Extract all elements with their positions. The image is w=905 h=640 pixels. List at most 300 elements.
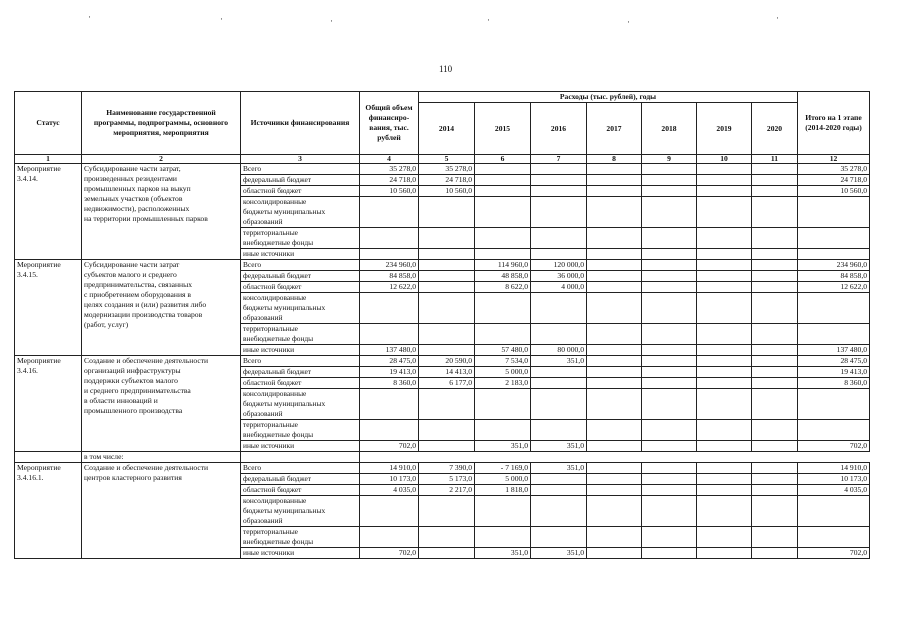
value-cell: 14 413,0: [419, 367, 475, 378]
source-cell: [241, 463, 360, 474]
source-cell: [241, 164, 360, 175]
value-cell: [642, 527, 697, 548]
empty-cell: [241, 452, 360, 463]
value-cell: 35 278,0: [798, 164, 870, 175]
source-cell: [241, 271, 360, 282]
value-cell: [419, 420, 475, 441]
value-cell: [587, 293, 642, 324]
source-cell: [241, 485, 360, 496]
value-cell: 35 278,0: [360, 164, 419, 175]
index-cell: 8: [587, 155, 642, 164]
header-year: 2016: [531, 103, 587, 155]
value-cell: [419, 282, 475, 293]
value-cell: [587, 175, 642, 186]
value-cell: 351,0: [531, 548, 587, 559]
value-cell: [752, 345, 798, 356]
value-cell: 10 560,0: [798, 186, 870, 197]
value-cell: [360, 389, 419, 420]
value-cell: [531, 367, 587, 378]
value-cell: 4 035,0: [798, 485, 870, 496]
value-cell: [419, 527, 475, 548]
value-cell: [798, 496, 870, 527]
value-cell: [475, 293, 531, 324]
value-cell: 24 718,0: [419, 175, 475, 186]
value-cell: [360, 197, 419, 228]
index-cell: 9: [642, 155, 697, 164]
activity-name-cell: [82, 356, 241, 452]
value-cell: [360, 228, 419, 249]
activity-name-line: земельных участков (объектов: [84, 194, 183, 203]
value-cell: [697, 389, 752, 420]
value-cell: [697, 164, 752, 175]
value-cell: [587, 474, 642, 485]
value-cell: [752, 260, 798, 271]
value-cell: 5 000,0: [475, 474, 531, 485]
value-cell: 84 858,0: [360, 271, 419, 282]
value-cell: [587, 164, 642, 175]
value-cell: [587, 282, 642, 293]
value-cell: 8 360,0: [798, 378, 870, 389]
source-cell: [241, 175, 360, 186]
activity-name-line: с приобретением оборудования в: [84, 290, 192, 299]
value-cell: [752, 420, 798, 441]
index-cell: 7: [531, 155, 587, 164]
source-cell: [241, 228, 360, 249]
status-cell: [15, 164, 82, 260]
source-label: внебюджетные фонды: [243, 334, 314, 343]
value-cell: [587, 186, 642, 197]
index-cell: 11: [752, 155, 798, 164]
value-cell: [752, 164, 798, 175]
value-cell: [587, 378, 642, 389]
value-cell: [419, 228, 475, 249]
value-cell: [531, 474, 587, 485]
activity-name-line: Создание и обеспечение деятельности: [84, 356, 209, 365]
source-cell: [241, 324, 360, 345]
value-cell: [360, 420, 419, 441]
value-cell: [752, 367, 798, 378]
index-cell: 2: [82, 155, 241, 164]
activity-name-line: в области инноваций и: [84, 396, 158, 405]
value-cell: [360, 293, 419, 324]
status-code: 3.4.14.: [17, 174, 38, 183]
value-cell: [531, 485, 587, 496]
table-row: [15, 260, 870, 271]
value-cell: [360, 527, 419, 548]
value-cell: [531, 186, 587, 197]
table-row: [15, 356, 870, 367]
header-year: 2015: [475, 103, 531, 155]
source-label: областной бюджет: [243, 282, 302, 291]
value-cell: [642, 260, 697, 271]
value-cell: 2 183,0: [475, 378, 531, 389]
source-label: Всего: [243, 164, 262, 173]
value-cell: 702,0: [798, 441, 870, 452]
value-cell: [697, 463, 752, 474]
value-cell: 24 718,0: [360, 175, 419, 186]
value-cell: [531, 378, 587, 389]
value-cell: 137 480,0: [360, 345, 419, 356]
source-label: федеральный бюджет: [243, 271, 312, 280]
table-body: [15, 155, 870, 559]
value-cell: [531, 197, 587, 228]
value-cell: [642, 474, 697, 485]
activity-name-line: недвижимости), расположенных: [84, 204, 190, 213]
value-cell: 5 000,0: [475, 367, 531, 378]
activity-name-line: (работ, услуг): [84, 320, 129, 329]
value-cell: 8 622,0: [475, 282, 531, 293]
activity-name-line: поддержки субъектов малого: [84, 376, 178, 385]
header-name: Наименование государственной программы, подпрограммы, основного мероприятия, мероприятия: [82, 92, 241, 155]
value-cell: [642, 463, 697, 474]
value-cell: 12 622,0: [360, 282, 419, 293]
value-cell: [587, 420, 642, 441]
table-row: [15, 463, 870, 474]
value-cell: [587, 548, 642, 559]
value-cell: [587, 441, 642, 452]
value-cell: 7 390,0: [419, 463, 475, 474]
value-cell: [697, 260, 752, 271]
value-cell: [419, 271, 475, 282]
page-number: 110: [439, 64, 453, 74]
value-cell: [475, 389, 531, 420]
value-cell: [642, 282, 697, 293]
value-cell: [419, 441, 475, 452]
value-cell: [642, 228, 697, 249]
status-code: 3.4.16.: [17, 366, 38, 375]
index-cell: 5: [419, 155, 475, 164]
source-label: территориальные: [243, 527, 298, 536]
value-cell: [798, 324, 870, 345]
value-cell: [642, 378, 697, 389]
source-cell: [241, 249, 360, 260]
activity-name-cell: [82, 260, 241, 356]
source-cell: [241, 441, 360, 452]
source-cell: [241, 186, 360, 197]
value-cell: [642, 249, 697, 260]
status-cell: [15, 452, 82, 463]
activity-name-line: и среднего предпринимательства: [84, 386, 191, 395]
status-text: Мероприятие: [17, 164, 61, 173]
value-cell: 114 960,0: [475, 260, 531, 271]
source-label: консолидированные: [243, 197, 307, 206]
value-cell: [752, 197, 798, 228]
source-label: федеральный бюджет: [243, 175, 312, 184]
activity-name-line: Субсидирование части затрат: [84, 260, 180, 269]
source-cell: [241, 260, 360, 271]
activity-name-cell: [82, 463, 241, 559]
value-cell: 14 910,0: [360, 463, 419, 474]
value-cell: 28 475,0: [798, 356, 870, 367]
value-cell: [419, 496, 475, 527]
value-cell: [531, 249, 587, 260]
value-cell: 4 000,0: [531, 282, 587, 293]
value-cell: [587, 356, 642, 367]
value-cell: 8 360,0: [360, 378, 419, 389]
value-cell: 57 480,0: [475, 345, 531, 356]
value-cell: 10 560,0: [360, 186, 419, 197]
value-cell: [697, 282, 752, 293]
source-label: иные источники: [243, 441, 295, 450]
value-cell: [697, 228, 752, 249]
value-cell: 20 590,0: [419, 356, 475, 367]
empty-cell: [419, 452, 475, 463]
status-cell: [15, 463, 82, 559]
value-cell: [587, 228, 642, 249]
including-row: [15, 452, 870, 463]
value-cell: 80 000,0: [531, 345, 587, 356]
status-code: 3.4.15.: [17, 270, 38, 279]
activity-name-line: центров кластерного развития: [84, 473, 182, 482]
value-cell: [531, 324, 587, 345]
source-cell: [241, 496, 360, 527]
value-cell: [642, 324, 697, 345]
value-cell: [419, 389, 475, 420]
activity-name-line: произведенных резидентами: [84, 174, 177, 183]
value-cell: 351,0: [531, 463, 587, 474]
value-cell: [419, 345, 475, 356]
source-cell: [241, 527, 360, 548]
source-label: консолидированные: [243, 496, 307, 505]
value-cell: [642, 186, 697, 197]
value-cell: 35 278,0: [419, 164, 475, 175]
source-cell: [241, 420, 360, 441]
value-cell: [798, 293, 870, 324]
column-index-row: [15, 155, 870, 164]
value-cell: [642, 485, 697, 496]
source-label: Всего: [243, 463, 262, 472]
value-cell: [752, 175, 798, 186]
index-cell: 12: [798, 155, 870, 164]
empty-cell: [531, 452, 587, 463]
empty-cell: [752, 452, 798, 463]
value-cell: 24 718,0: [798, 175, 870, 186]
value-cell: [642, 356, 697, 367]
header-total: Общий объем финансиро-вания, тыс. рублей: [360, 92, 419, 155]
value-cell: 120 000,0: [531, 260, 587, 271]
value-cell: [587, 260, 642, 271]
value-cell: [587, 463, 642, 474]
value-cell: [752, 474, 798, 485]
source-cell: [241, 367, 360, 378]
value-cell: 7 534,0: [475, 356, 531, 367]
value-cell: [697, 474, 752, 485]
value-cell: [752, 441, 798, 452]
value-cell: 702,0: [360, 548, 419, 559]
header-year: 2019: [697, 103, 752, 155]
index-cell: 6: [475, 155, 531, 164]
value-cell: [642, 175, 697, 186]
value-cell: 234 960,0: [798, 260, 870, 271]
source-label: консолидированные: [243, 293, 307, 302]
activity-name-line: Создание и обеспечение деятельности: [84, 463, 209, 472]
value-cell: [752, 228, 798, 249]
value-cell: [531, 420, 587, 441]
value-cell: [642, 197, 697, 228]
value-cell: 10 173,0: [360, 474, 419, 485]
value-cell: [475, 164, 531, 175]
value-cell: [360, 496, 419, 527]
value-cell: 351,0: [531, 441, 587, 452]
source-label: федеральный бюджет: [243, 474, 312, 483]
value-cell: 4 035,0: [360, 485, 419, 496]
empty-cell: [475, 452, 531, 463]
value-cell: [475, 420, 531, 441]
value-cell: 5 173,0: [419, 474, 475, 485]
value-cell: [697, 324, 752, 345]
value-cell: [798, 420, 870, 441]
value-cell: [475, 175, 531, 186]
value-cell: [697, 293, 752, 324]
activity-name-line: целях создания и (или) развития либо: [84, 300, 207, 309]
source-label: территориальные: [243, 228, 298, 237]
source-label: бюджеты муниципальных: [243, 207, 326, 216]
value-cell: 10 560,0: [419, 186, 475, 197]
value-cell: 19 413,0: [360, 367, 419, 378]
value-cell: [752, 271, 798, 282]
value-cell: [587, 249, 642, 260]
value-cell: [531, 228, 587, 249]
value-cell: [752, 249, 798, 260]
value-cell: [587, 389, 642, 420]
value-cell: [531, 496, 587, 527]
value-cell: 234 960,0: [360, 260, 419, 271]
value-cell: [531, 175, 587, 186]
value-cell: [697, 345, 752, 356]
value-cell: [697, 548, 752, 559]
value-cell: [587, 324, 642, 345]
value-cell: [419, 324, 475, 345]
value-cell: [475, 496, 531, 527]
value-cell: 28 475,0: [360, 356, 419, 367]
value-cell: [360, 249, 419, 260]
empty-cell: [697, 452, 752, 463]
value-cell: [475, 249, 531, 260]
value-cell: [360, 324, 419, 345]
source-label: образований: [243, 409, 283, 418]
value-cell: 351,0: [475, 548, 531, 559]
source-label: территориальные: [243, 324, 298, 333]
source-label: иные источники: [243, 249, 295, 258]
empty-cell: [587, 452, 642, 463]
value-cell: [697, 271, 752, 282]
source-cell: [241, 378, 360, 389]
value-cell: [798, 249, 870, 260]
value-cell: 702,0: [798, 548, 870, 559]
empty-cell: [360, 452, 419, 463]
source-label: образований: [243, 313, 283, 322]
value-cell: [697, 485, 752, 496]
value-cell: [419, 197, 475, 228]
value-cell: 36 000,0: [531, 271, 587, 282]
value-cell: [642, 441, 697, 452]
value-cell: 12 622,0: [798, 282, 870, 293]
value-cell: [419, 548, 475, 559]
value-cell: 351,0: [475, 441, 531, 452]
value-cell: [752, 389, 798, 420]
source-label: областной бюджет: [243, 378, 302, 387]
empty-cell: [798, 452, 870, 463]
activity-name-line: предпринимательства, связанных: [84, 280, 193, 289]
status-cell: [15, 356, 82, 452]
source-label: территориальные: [243, 420, 298, 429]
header-year: 2020: [752, 103, 798, 155]
source-label: федеральный бюджет: [243, 367, 312, 376]
value-cell: - 7 169,0: [475, 463, 531, 474]
source-cell: [241, 356, 360, 367]
value-cell: [587, 345, 642, 356]
value-cell: [697, 175, 752, 186]
value-cell: [752, 282, 798, 293]
table-row: [15, 164, 870, 175]
value-cell: [419, 249, 475, 260]
source-label: Всего: [243, 356, 262, 365]
source-cell: [241, 548, 360, 559]
value-cell: 48 858,0: [475, 271, 531, 282]
source-label: бюджеты муниципальных: [243, 506, 326, 515]
empty-cell: [642, 452, 697, 463]
value-cell: [642, 271, 697, 282]
value-cell: [531, 164, 587, 175]
value-cell: [475, 186, 531, 197]
source-label: внебюджетные фонды: [243, 537, 314, 546]
source-label: бюджеты муниципальных: [243, 399, 326, 408]
value-cell: 137 480,0: [798, 345, 870, 356]
source-label: иные источники: [243, 548, 295, 557]
value-cell: [798, 228, 870, 249]
value-cell: 1 818,0: [475, 485, 531, 496]
value-cell: [642, 164, 697, 175]
status-text: Мероприятие: [17, 356, 61, 365]
value-cell: [752, 485, 798, 496]
value-cell: [697, 496, 752, 527]
value-cell: [587, 527, 642, 548]
source-label: внебюджетные фонды: [243, 238, 314, 247]
value-cell: 19 413,0: [798, 367, 870, 378]
status-text: Мероприятие: [17, 463, 61, 472]
header-status: Статус: [15, 92, 82, 155]
activity-name-line: модернизации производства товаров: [84, 310, 203, 319]
index-cell: 4: [360, 155, 419, 164]
value-cell: 351,0: [531, 356, 587, 367]
value-cell: 2 217,0: [419, 485, 475, 496]
source-cell: [241, 282, 360, 293]
value-cell: 10 173,0: [798, 474, 870, 485]
source-label: внебюджетные фонды: [243, 430, 314, 439]
activity-name-line: Субсидирование части затрат,: [84, 164, 181, 173]
value-cell: [587, 496, 642, 527]
value-cell: [752, 548, 798, 559]
value-cell: [697, 249, 752, 260]
source-label: Всего: [243, 260, 262, 269]
value-cell: [798, 389, 870, 420]
value-cell: [697, 197, 752, 228]
value-cell: [475, 527, 531, 548]
header-expenses: Расходы (тыс. рублей), годы: [419, 92, 798, 103]
value-cell: [697, 527, 752, 548]
activity-name-line: организаций инфраструктуры: [84, 366, 181, 375]
value-cell: [697, 356, 752, 367]
value-cell: [752, 496, 798, 527]
value-cell: [587, 367, 642, 378]
activity-name-line: на территории промышленных парков: [84, 214, 208, 223]
source-label: образований: [243, 516, 283, 525]
activity-name-line: промышленного производства: [84, 406, 183, 415]
value-cell: [642, 389, 697, 420]
source-label: консолидированные: [243, 389, 307, 398]
value-cell: [697, 441, 752, 452]
value-cell: [697, 367, 752, 378]
